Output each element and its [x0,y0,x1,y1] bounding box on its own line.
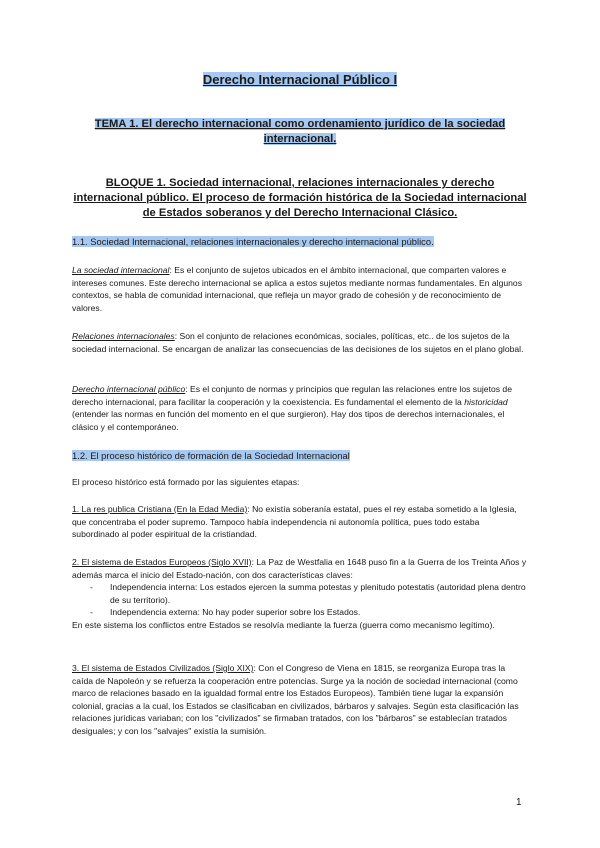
etapa-1-text: : No existía soberanía estatal, pues el rey estaba sometido a la Iglesia, que concentraba el poder supremo. Tampoco había independencia ni autonomía política, pues todo estaba subordinado al poder espiritual de la cristiandad. [72,504,517,540]
term-relaciones-internacionales: Relaciones internacionales [72,331,175,341]
etapa-1-title: 1. La res publica Cristiana (En la Edad Media) [72,504,248,514]
dash-bullet: - [90,582,93,593]
term-sociedad-internacional: La sociedad internacional [72,265,170,275]
section-1-1-heading [72,235,528,248]
etapa-3-title: 3. El sistema de Estados Civilizados (Siglo XIX) [72,663,254,673]
etapa-2-list [72,581,528,619]
etapa-3 [72,662,528,738]
tema-heading-text: TEMA 1. El derecho internacional como ordenamiento jurídico de la sociedad internacional. [94,118,506,145]
etapa-2-title: 2. El sistema de Estados Europeos (Siglo XVII) [72,557,252,567]
document-title-text: Derecho Internacional Público I [202,72,398,87]
list-item-text: Independencia externa: No hay poder superior sobre los Estados. [110,607,361,618]
section-1-2-heading [72,449,528,462]
paragraph-sociedad-internacional [72,264,528,314]
paragraph-derecho-internacional-publico [72,383,528,433]
definition-relaciones-internacionales: : Son el conjunto de relaciones económicas, sociales, políticas, etc.. de los sujetos de la sociedad internacional. Se encargan de analizar las consecuencias de las decisiones de los sujetos en el plano global. [72,331,524,354]
etapa-1 [72,503,528,541]
section-1-2-heading-text: 1.2. El proceso histórico de formación de la Sociedad Internacional [72,450,350,461]
list-item-text: Independencia interna: Los estados ejercen la summa potestas y plenitudo potestatis (autoridad plena dentro de su territorio). [110,582,526,605]
document-title [0,72,600,88]
etapa-2 [72,556,528,632]
etapa-3-text: : Con el Congreso de Viena en 1815, se reorganiza Europa tras la caída de Napoleón y se refuerza la cooperación entre potencias. Surge ya la noción de sociedad internacional (como marco de relaciones basado en la igualdad formal entre los Estados Europeos). También tiene lugar la expansión colonial, gracias a la cual, los Estados se clasificaban en civilizados, bárbaros y salvajes. Según esta clasificación las relaciones jurídicas variaban; con los "civilizados" se firmaban tratados, con los "bárbaros" se establecían tratados desiguales; y con los "salvajes" existía la sumisión. [72,663,519,736]
section-1-2-intro: El proceso histórico está formado por las siguientes etapas: [72,477,300,487]
bloque-heading: BLOQUE 1. Sociedad internacional, relaciones internacionales y derecho internacional público. El proceso de formación histórica de la Sociedad internacional de Estados soberanos y del Derecho Internacional Clásico. [73,177,527,219]
page-number: 1 [516,797,522,808]
dash-bullet: - [90,607,93,618]
etapa-2-text: : La Paz de Westfalia en 1648 puso fin a la Guerra de los Treinta Años y además marca el inicio del Estado-nación, con dos características claves: [72,557,527,580]
etapa-2-after: En este sistema los conflictos entre Estados se resolvía mediante la fuerza (guerra como mecanismo legítimo). [72,619,495,630]
term-derecho-internacional-publico: Derecho internacional público [72,384,186,394]
paragraph-relaciones-internacionales [72,330,528,355]
definition-sociedad-internacional: : Es el conjunto de sujetos ubicados en el ámbito internacional, que comparten valores e intereses comunes. Este derecho internacional se aplica a estos sujetos mediante normas fundamentales. En algunos contextos, se habla de comunidad internacional, que refleja un mayor grado de cohesión y de reconocimiento de valores. [72,265,523,313]
section-1-1-heading-text: 1.1. Sociedad Internacional, relaciones internacionales y derecho internacional público. [72,236,434,247]
list-item [72,581,528,606]
definition-derecho-internacional-publico-a: : Es el conjunto de normas y principios que regulan las relaciones entre los sujetos de derecho internacional, para facilitar la cooperación y la coexistencia. Es fundamental el elemento de la [72,384,512,407]
tema-heading [90,117,510,147]
definition-derecho-internacional-publico-b: (entender las normas en función del momento en el que surgieron). Hay dos tipos de derechos internacionales, el clásico y el contemporáneo. [72,409,505,432]
list-item [72,606,528,619]
term-historicidad: historicidad [464,396,508,407]
